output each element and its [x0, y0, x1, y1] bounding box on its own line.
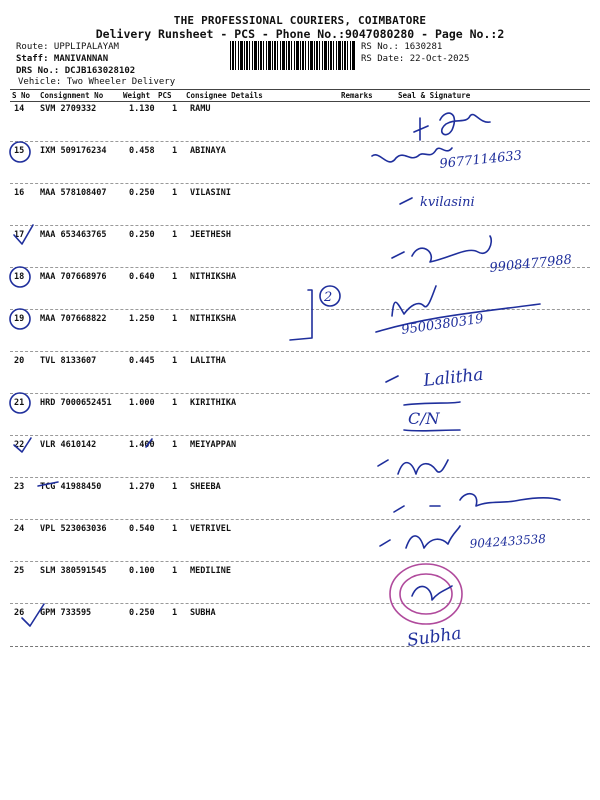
table-end-rule	[10, 646, 590, 647]
col-remarks: Remarks	[341, 91, 373, 100]
company-title: THE PROFESSIONAL COURIERS, COIMBATORE	[173, 14, 427, 27]
handwritten-phone-15: 9677114633	[438, 148, 523, 172]
row-sno: 14	[14, 104, 25, 114]
table-row	[0, 524, 600, 544]
row-sno: 18	[14, 272, 25, 282]
row-consignment: MAA 707668822	[40, 314, 107, 324]
col-pcs: PCS	[158, 91, 172, 100]
row-weight: 0.540	[129, 524, 155, 534]
row-divider	[10, 603, 590, 604]
col-consignment: Consignment No	[40, 91, 104, 100]
row-pcs: 1	[172, 524, 178, 534]
table-row	[0, 608, 600, 628]
row-consignment: HRD 7000652451	[40, 398, 112, 408]
row-consignee: LALITHA	[190, 356, 226, 366]
row-consignee: NITHIKSHA	[190, 272, 237, 282]
row-consignee: SUBHA	[190, 608, 216, 618]
row-pcs: 1	[172, 314, 178, 324]
row-sno: 21	[14, 398, 25, 408]
col-weight: Weight	[123, 91, 151, 100]
row-consignee: NITHIKSHA	[190, 314, 237, 324]
row-pcs: 1	[172, 356, 178, 366]
row-consignee: VETRIVEL	[190, 524, 231, 534]
row-weight: 1.250	[129, 314, 155, 324]
row-sno: 23	[14, 482, 25, 492]
col-consignee: Consignee Details	[186, 91, 263, 100]
barcode	[230, 41, 356, 70]
runsheet-subtitle: Delivery Runsheet - PCS - Phone No.:9047080280 - Page No.:2	[95, 27, 505, 41]
row-consignment: VLR 4610142	[40, 440, 97, 450]
row-sno: 26	[14, 608, 25, 618]
row-consignee: ABINAYA	[190, 146, 226, 156]
signature-25	[412, 586, 452, 600]
handwritten-phone-17: 9908477988	[488, 252, 573, 276]
row-consignment: TCG 41988450	[40, 482, 102, 492]
row-consignee: KIRITHIKA	[190, 398, 237, 408]
handwritten-phone-24: 9042433538	[469, 531, 547, 551]
handwritten-name-16: kvilasini	[420, 195, 475, 210]
row-weight: 0.250	[129, 608, 155, 618]
row-consignment: IXM 509176234	[40, 146, 107, 156]
table-row	[0, 314, 600, 334]
mark-20	[386, 376, 398, 382]
rs-date: RS Date: 22-Oct-2025	[361, 54, 470, 64]
table-row	[0, 566, 600, 586]
row-divider	[10, 393, 590, 394]
row-divider	[10, 519, 590, 520]
row-divider	[10, 183, 590, 184]
table-row	[0, 398, 600, 418]
handwritten-phone-19: 9500380319	[400, 311, 485, 338]
vehicle-label: Vehicle: Two Wheeler Delivery	[18, 77, 176, 87]
row-weight: 1.130	[129, 104, 155, 114]
row-pcs: 1	[172, 104, 178, 114]
header-top-rule	[10, 89, 590, 90]
row-divider	[10, 477, 590, 478]
route-label: Route: UPPLIPALAYAM	[16, 42, 119, 52]
row-divider	[10, 435, 590, 436]
col-signature: Seal & Signature	[398, 91, 471, 100]
row-weight: 0.250	[129, 230, 155, 240]
table-row	[0, 188, 600, 208]
handwritten-note-21: C/N	[408, 409, 440, 428]
table-row	[0, 482, 600, 502]
row-divider	[10, 225, 590, 226]
drs-number: DRS No.: DCJB163028102	[16, 66, 136, 76]
handwritten-name-20: Lalitha	[422, 364, 485, 391]
table-row	[0, 230, 600, 250]
rs-number: RS No.: 1630281	[361, 42, 443, 52]
row-sno: 25	[14, 566, 25, 576]
row-consignee: RAMU	[190, 104, 211, 114]
row-divider	[10, 309, 590, 310]
signature-22	[378, 460, 448, 474]
row-weight: 0.100	[129, 566, 155, 576]
row-consignee: SHEEBA	[190, 482, 221, 492]
row-consignment: MAA 578108407	[40, 188, 107, 198]
row-sno: 20	[14, 356, 25, 366]
header-bottom-rule	[10, 101, 590, 102]
row-pcs: 1	[172, 146, 178, 156]
table-row	[0, 272, 600, 292]
col-sno: S No	[12, 91, 31, 100]
row-consignee: MEIYAPPAN	[190, 440, 237, 450]
row-consignment: SLM 380591545	[40, 566, 107, 576]
table-row	[0, 440, 600, 460]
row-pcs: 1	[172, 440, 178, 450]
row-consignment: MAA 707668976	[40, 272, 107, 282]
row-pcs: 1	[172, 398, 178, 408]
row-divider	[10, 351, 590, 352]
row-sno: 24	[14, 524, 25, 534]
row-weight: 0.640	[129, 272, 155, 282]
row-consignment: VPL 523063036	[40, 524, 107, 534]
margin-number: 2	[324, 290, 333, 305]
row-sno: 15	[14, 146, 25, 156]
row-weight: 1.400	[129, 440, 155, 450]
row-consignment: SVM 2709332	[40, 104, 97, 114]
row-weight: 0.445	[129, 356, 155, 366]
row-consignment: TVL 8133607	[40, 356, 97, 366]
row-sno: 16	[14, 188, 25, 198]
row-sno: 17	[14, 230, 25, 240]
row-weight: 0.250	[129, 188, 155, 198]
row-consignee: JEETHESH	[190, 230, 231, 240]
table-row	[0, 356, 600, 376]
row-pcs: 1	[172, 566, 178, 576]
table-row	[0, 104, 600, 124]
row-pcs: 1	[172, 230, 178, 240]
row-weight: 0.458	[129, 146, 155, 156]
table-row	[0, 146, 600, 166]
row-weight: 1.270	[129, 482, 155, 492]
row-consignment: MAA 653463765	[40, 230, 107, 240]
row-consignment: GPM 733595	[40, 608, 92, 618]
handwritten-name-26: Subha	[405, 623, 463, 651]
row-divider	[10, 141, 590, 142]
row-weight: 1.000	[129, 398, 155, 408]
row-divider	[10, 561, 590, 562]
row-sno: 19	[14, 314, 25, 324]
staff-label: Staff: MANIVANNAN	[16, 54, 109, 64]
row-pcs: 1	[172, 188, 178, 198]
row-consignee: MEDILINE	[190, 566, 231, 576]
row-consignee: VILASINI	[190, 188, 231, 198]
row-sno: 22	[14, 440, 25, 450]
row-pcs: 1	[172, 482, 178, 492]
row-pcs: 1	[172, 272, 178, 282]
row-divider	[10, 267, 590, 268]
row-pcs: 1	[172, 608, 178, 618]
